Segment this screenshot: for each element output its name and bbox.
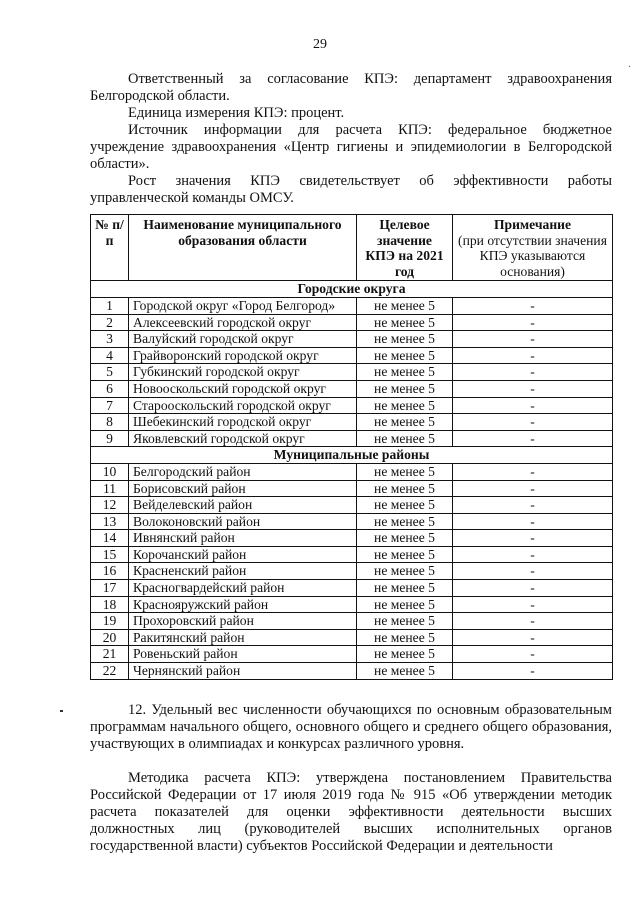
table-row	[91, 297, 613, 314]
row-target-value: не менее 5	[357, 380, 453, 397]
row-num: 8	[91, 414, 129, 431]
row-num: 13	[91, 513, 129, 530]
header-num: № п/п	[91, 215, 129, 281]
row-note: -	[453, 513, 613, 530]
row-name: Алексеевский городской округ	[129, 314, 357, 331]
row-target-value: не менее 5	[357, 497, 453, 514]
row-note: -	[453, 314, 613, 331]
row-note: -	[453, 663, 613, 680]
row-target-value: не менее 5	[357, 414, 453, 431]
row-num: 6	[91, 380, 129, 397]
paragraph-responsible: Ответственный за согласование КПЭ: департамент здравоохранения Белгородской области.	[90, 71, 612, 104]
paragraph-methodology: Методика расчета КПЭ: утверждена постановлением Правительства Российской Федерации от 17 июля 2019 года № 915 «Об утверждении методик расчета показателей для оценки эффективности деятельности высших должностных лиц (руководителей высших исполнительных органов государственной власти) субъектов Российской Федерации и деятельности	[90, 770, 612, 854]
paragraph-growth: Рост значения КПЭ свидетельствует об эффективности работы управленческой команды ОМСУ.	[90, 173, 612, 206]
table-row	[91, 629, 613, 646]
table-row	[91, 646, 613, 663]
row-target-value: не менее 5	[357, 530, 453, 547]
header-note: Примечание (при отсутствии значения КПЭ указываются основания)	[453, 215, 613, 281]
table-row	[91, 414, 613, 431]
row-num: 7	[91, 397, 129, 414]
row-target-value: не менее 5	[357, 347, 453, 364]
margin-dot	[60, 710, 63, 712]
row-target-value: не менее 5	[357, 364, 453, 381]
row-note: -	[453, 646, 613, 663]
table-row	[91, 380, 613, 397]
row-num: 20	[91, 629, 129, 646]
row-target-value: не менее 5	[357, 580, 453, 597]
table-row	[91, 596, 613, 613]
row-target-value: не менее 5	[357, 563, 453, 580]
row-target-value: не менее 5	[357, 314, 453, 331]
row-note: -	[453, 364, 613, 381]
row-name: Грайворонский городской округ	[129, 347, 357, 364]
row-name: Волоконовский район	[129, 513, 357, 530]
row-name: Новооскольский городской округ	[129, 380, 357, 397]
row-name: Борисовский район	[129, 480, 357, 497]
row-num: 14	[91, 530, 129, 547]
row-target-value: не менее 5	[357, 430, 453, 447]
row-num: 1	[91, 297, 129, 314]
table-row	[91, 563, 613, 580]
row-num: 11	[91, 480, 129, 497]
row-note: -	[453, 546, 613, 563]
row-name: Корочанский район	[129, 546, 357, 563]
row-name: Чернянский район	[129, 663, 357, 680]
table-row	[91, 663, 613, 680]
row-name: Валуйский городской округ	[129, 331, 357, 348]
row-note: -	[453, 347, 613, 364]
row-name: Белгородский район	[129, 463, 357, 480]
row-note: -	[453, 397, 613, 414]
row-name: Красненский район	[129, 563, 357, 580]
paragraph-source: Источник информации для расчета КПЭ: федеральное бюджетное учреждение здравоохранения «Центр гигиены и эпидемиологии в Белгородской области».	[90, 122, 612, 172]
table-row	[91, 513, 613, 530]
row-name: Ракитянский район	[129, 629, 357, 646]
row-note: -	[453, 331, 613, 348]
row-target-value: не менее 5	[357, 480, 453, 497]
paragraph-item-12: 12. Удельный вес численности обучающихся по основным образовательным программам начального общего, основного общего и среднего общего образования, участвующих в олимпиадах и конкурсах различного уровня.	[90, 702, 612, 752]
row-num: 21	[91, 646, 129, 663]
row-name: Губкинский городской округ	[129, 364, 357, 381]
row-num: 2	[91, 314, 129, 331]
row-num: 18	[91, 596, 129, 613]
table-row	[91, 530, 613, 547]
row-name: Ровеньский район	[129, 646, 357, 663]
table-row	[91, 497, 613, 514]
row-note: -	[453, 530, 613, 547]
row-target-value: не менее 5	[357, 546, 453, 563]
row-num: 19	[91, 613, 129, 630]
margin-mark: ·	[628, 62, 632, 73]
header-target: Целевое значение КПЭ на 2021 год	[357, 215, 453, 281]
row-name: Красногвардейский район	[129, 580, 357, 597]
row-num: 22	[91, 663, 129, 680]
row-num: 17	[91, 580, 129, 597]
row-note: -	[453, 297, 613, 314]
row-target-value: не менее 5	[357, 297, 453, 314]
paragraph-unit: Единица измерения КПЭ: процент.	[128, 105, 345, 121]
row-note: -	[453, 613, 613, 630]
row-target-value: не менее 5	[357, 629, 453, 646]
row-name: Ивнянский район	[129, 530, 357, 547]
row-num: 5	[91, 364, 129, 381]
row-target-value: не менее 5	[357, 513, 453, 530]
section-municipal: Муниципальные районы	[91, 447, 613, 464]
row-target-value: не менее 5	[357, 646, 453, 663]
table-row	[91, 397, 613, 414]
row-target-value: не менее 5	[357, 663, 453, 680]
row-name: Яковлевский городской округ	[129, 430, 357, 447]
section-urban: Городские округа	[91, 281, 613, 298]
table-row	[91, 347, 613, 364]
row-num: 16	[91, 563, 129, 580]
page-number: 29	[313, 37, 327, 52]
row-num: 10	[91, 463, 129, 480]
row-name: Старооскольский городской округ	[129, 397, 357, 414]
row-name: Прохоровский район	[129, 613, 357, 630]
row-num: 9	[91, 430, 129, 447]
row-note: -	[453, 380, 613, 397]
row-note: -	[453, 629, 613, 646]
row-note: -	[453, 463, 613, 480]
row-name: Вейделевский район	[129, 497, 357, 514]
table-row	[91, 546, 613, 563]
row-target-value: не менее 5	[357, 596, 453, 613]
row-num: 15	[91, 546, 129, 563]
table-row	[91, 364, 613, 381]
table-row	[91, 331, 613, 348]
row-note: -	[453, 430, 613, 447]
row-note: -	[453, 563, 613, 580]
table-row	[91, 613, 613, 630]
row-target-value: не менее 5	[357, 463, 453, 480]
table-row	[91, 430, 613, 447]
row-name: Шебекинский городской округ	[129, 414, 357, 431]
row-note: -	[453, 497, 613, 514]
header-name: Наименование муниципального образования области	[129, 215, 357, 281]
row-note: -	[453, 596, 613, 613]
table-row	[91, 480, 613, 497]
row-num: 12	[91, 497, 129, 514]
row-note: -	[453, 414, 613, 431]
row-target-value: не менее 5	[357, 613, 453, 630]
row-note: -	[453, 480, 613, 497]
row-target-value: не менее 5	[357, 331, 453, 348]
row-num: 4	[91, 347, 129, 364]
row-name: Городской округ «Город Белгород»	[129, 297, 357, 314]
row-target-value: не менее 5	[357, 397, 453, 414]
kpe-table	[90, 214, 613, 680]
table-row	[91, 314, 613, 331]
row-note: -	[453, 580, 613, 597]
table-row	[91, 580, 613, 597]
table-row	[91, 463, 613, 480]
row-num: 3	[91, 331, 129, 348]
row-name: Краснояружский район	[129, 596, 357, 613]
